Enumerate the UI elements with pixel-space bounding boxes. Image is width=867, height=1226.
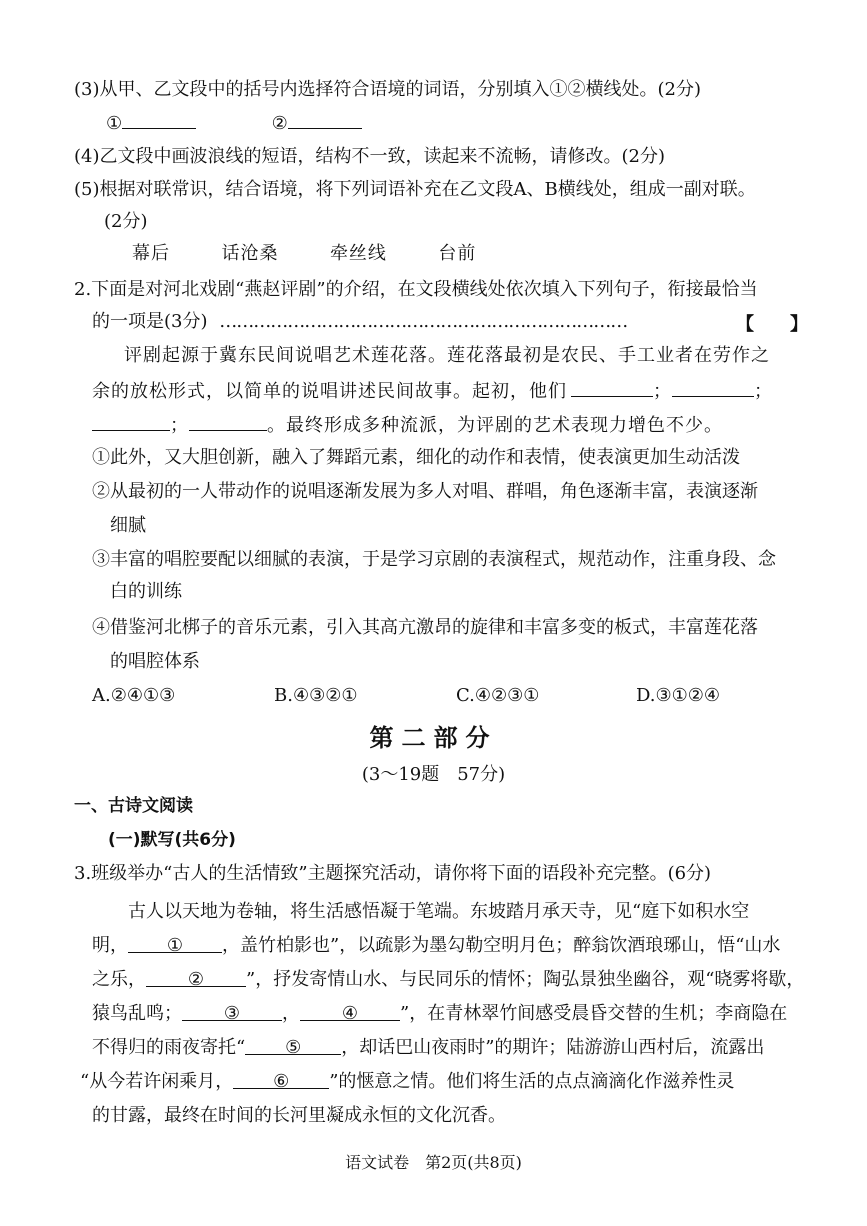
q2-stem-line2 (92, 310, 627, 334)
poem-blank-6[interactable] (233, 1070, 329, 1092)
q3-text: ，盖竹柏影也”，以疏影为墨勾勒空明月色；醉翁饮酒琅琊山，悟“山水 (222, 935, 781, 956)
poem-blank-2[interactable] (146, 968, 246, 990)
blank-number: ② (187, 969, 205, 990)
choice-b[interactable]: B.④③②① (274, 685, 358, 706)
q3-text: ， (282, 1003, 300, 1024)
q3-text: 猿鸟乱鸣； (92, 1003, 182, 1024)
q3-text: 之乐， (92, 969, 146, 990)
q3-text: ，却话巴山夜雨时”的期许；陆游游山西村后，流露出 (341, 1037, 765, 1058)
subsection-heading: (一)默写(共6分) (108, 830, 236, 850)
q3-text: “从今若许闲乘月， (80, 1071, 234, 1092)
q3-line4 (92, 1002, 787, 1026)
blank-number: ① (166, 935, 184, 956)
q2-passage-text: 余的放松形式，以简单的说唱讲述民间故事。起初，他们 (92, 381, 567, 402)
word-item: 牵丝线 (329, 243, 387, 264)
word-item: 话沧桑 (221, 243, 279, 264)
poem-blank-5[interactable] (245, 1036, 341, 1058)
answer-blank-1[interactable] (122, 110, 196, 129)
choice-c[interactable]: C.④②③① (456, 685, 540, 706)
q1-sub3-text: (3)从甲、乙文段中的括号内选择符合语境的词语，分别填入①②横线处。(2分) (74, 79, 701, 100)
poem-blank-4[interactable] (300, 1002, 400, 1024)
q2-passage-line2 (92, 378, 773, 404)
q3-line2 (92, 934, 780, 958)
q2-option-2-cont: 细腻 (110, 515, 146, 536)
passage-blank-4[interactable] (189, 412, 267, 431)
q2-passage-line1: 评剧起源于冀东民间说唱艺术莲花落。莲花落最初是农民、手工业者在劳作之 (124, 345, 770, 366)
poem-blank-3[interactable] (182, 1002, 282, 1024)
q2-option-3-cont: 白的训练 (110, 581, 182, 602)
part-subtitle: (3～19题 57分) (361, 764, 506, 785)
q3-text: ”的惬意之情。他们将生活的点点滴滴化作滋养性灵 (329, 1071, 735, 1092)
choice-a[interactable]: A.②④①③ (92, 685, 176, 706)
q2-option-2: ②从最初的一人带动作的说唱逐渐发展为多人对唱、群唱，角色逐渐丰富，表演逐渐 (92, 481, 758, 502)
separator: ； (653, 381, 672, 402)
word-item: 台前 (438, 243, 477, 264)
q3-line5 (92, 1036, 764, 1060)
q2-option-1: ①此外，又大胆创新，融入了舞蹈元素，细化的动作和表情，使表演更加生动活泼 (92, 447, 740, 468)
q2-option-4-cont: 的唱腔体系 (110, 651, 200, 672)
q2-stem-line1: 2.下面是对河北戏剧“燕赵评剧”的介绍，在文段横线处依次填入下列句子，衔接最恰当 (74, 279, 758, 300)
q1-sub5-score: (2分) (104, 211, 148, 232)
q3-text: 明， (92, 935, 128, 956)
blank-number: ④ (341, 1003, 359, 1024)
passage-blank-3[interactable] (92, 412, 170, 431)
q2-stem-text: 的一项是(3分) (92, 311, 208, 332)
answer-blank-2[interactable] (288, 110, 362, 129)
choice-d[interactable]: D.③①②④ (636, 685, 721, 706)
q1-sub5-text: (5)根据对联常识，结合语境，将下列词语补充在乙文段A、B横线处，组成一副对联。 (74, 179, 756, 200)
word-item: 幕后 (132, 243, 170, 264)
q1-sub4-text: (4)乙文段中画波浪线的短语，结构不一致，读起来不流畅，请修改。(2分) (74, 146, 665, 167)
blank-number: ⑥ (273, 1071, 290, 1092)
poem-blank-1[interactable] (128, 934, 222, 956)
section-heading: 一、古诗文阅读 (74, 796, 193, 816)
part-title: 第二部分 (369, 724, 498, 752)
separator: ； (754, 381, 773, 402)
passage-blank-2[interactable] (672, 378, 754, 397)
q2-passage-line3 (92, 412, 723, 438)
q2-dot-leader: ……………………………………………………………… (219, 311, 628, 332)
blank-number: ③ (223, 1003, 241, 1024)
passage-blank-1[interactable] (571, 378, 653, 397)
q3-line7: 的甘露，最终在时间的长河里凝成永恒的文化沉香。 (92, 1105, 506, 1126)
page-footer: 语文试卷 第2页(共8页) (345, 1153, 522, 1172)
blank-label-1: ① (106, 113, 123, 134)
blank-number: ⑤ (285, 1037, 302, 1058)
q3-stem: 3.班级举办“古人的生活情致”主题探究活动，请你将下面的语段补充完整。(6分) (74, 863, 712, 884)
q3-line6 (80, 1070, 734, 1094)
q3-text: ”，在青林翠竹间感受晨昏交替的生机；李商隐在 (400, 1003, 788, 1024)
q1-sub3-blanks (106, 110, 362, 136)
q3-line1: 古人以天地为卷轴，将生活感悟凝于笔端。东坡踏月承天寺，见“庭下如积水空 (128, 901, 750, 922)
blank-label-2: ② (271, 113, 288, 134)
q1-word-list (132, 242, 476, 266)
q2-option-4: ④借鉴河北梆子的音乐元素，引入其高亢激昂的旋律和丰富多变的板式，丰富莲花落 (92, 617, 758, 638)
q3-text: ”，抒发寄情山水、与民同乐的情怀；陶弘景独坐幽谷，观“晓雾将歇， (246, 969, 805, 990)
answer-bracket[interactable]: 【 】 (736, 314, 808, 335)
separator: ； (170, 415, 189, 436)
q2-option-3: ③丰富的唱腔要配以细腻的表演，于是学习京剧的表演程式，规范动作，注重身段、念 (92, 549, 776, 570)
q2-passage-text: 。最终形成多种流派，为评剧的艺术表现力增色不少。 (267, 415, 723, 436)
q3-text: 不得归的雨夜寄托“ (92, 1037, 246, 1058)
q3-line3 (92, 968, 804, 992)
